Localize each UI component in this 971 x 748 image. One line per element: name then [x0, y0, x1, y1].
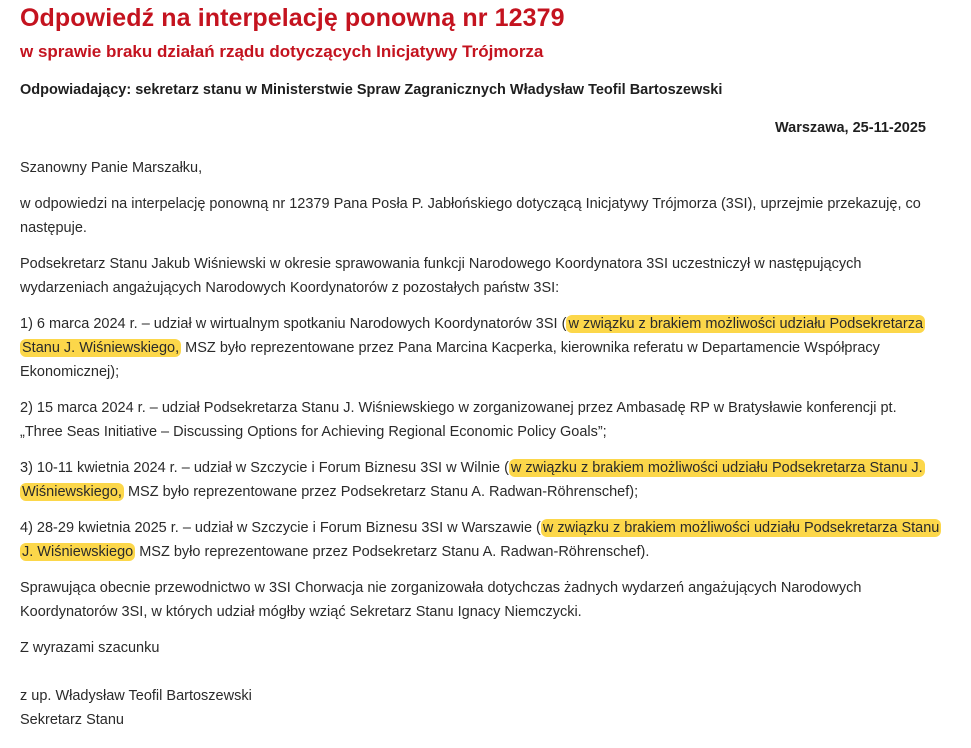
item-text-continued: MSZ było reprezentowane przez Podsekretarz Stanu A. Radwan-Röhrenschef);	[123, 484, 639, 500]
item-text: 2) 15 marca 2024 r. – udział Podsekretarza Stanu J. Wiśniewskiego w zorganizowanej przez Ambasadę RP w Bratysławie konferencji pt. „Three Seas Initiative – Discussing Options for Achieving Regional Economic Policy Goals”;	[20, 400, 897, 440]
item-text-continued: MSZ było reprezentowane przez Podsekretarz Stanu A. Radwan-Röhrenschef).	[135, 544, 650, 560]
intro-paragraph: w odpowiedzi na interpelację ponowną nr 12379 Pana Posła P. Jabłońskiego dotyczącą Inicjatywy Trójmorza (3SI), uprzejmie przekazuję, co następuje.	[20, 196, 921, 236]
greeting: Szanowny Panie Marszałku,	[20, 160, 203, 176]
page-title: Odpowiedź na interpelację ponowną nr 12379	[20, 4, 565, 32]
item-text: 4) 28-29 kwietnia 2025 r. – udział w Szczycie i Forum Biznesu 3SI w Warszawie (	[20, 520, 541, 536]
responder-line: Odpowiadający: sekretarz stanu w Ministerstwie Spraw Zagranicznych Władysław Teofil Bartoszewski	[20, 82, 723, 98]
signature-title: Sekretarz Stanu	[20, 712, 124, 728]
page-subtitle: w sprawie braku działań rządu dotyczących Inicjatywy Trójmorza	[20, 42, 544, 61]
list-item	[20, 312, 940, 384]
regards: Z wyrazami szacunku	[20, 640, 160, 656]
list-item	[20, 516, 940, 564]
closing-note: Sprawująca obecnie przewodnictwo w 3SI Chorwacja nie zorganizowała dotychczas żadnych wydarzeń angażujących Narodowych Koordynatorów 3SI, w których udział mógłby wziąć Sekretarz Stanu Ignacy Niemczycki.	[20, 580, 862, 620]
item-text-continued: MSZ było reprezentowane przez Pana Marcina Kacperka, kierownika referatu w Departamencie Współpracy Ekonomicznej);	[20, 340, 880, 380]
highlighted-text: w związku z brakiem możliwości udziału Podsekretarza Stanu J. Wiśniewskiego,	[22, 460, 923, 500]
list-item	[20, 456, 940, 504]
item-text: 3) 10-11 kwietnia 2024 r. – udział w Szczycie i Forum Biznesu 3SI w Wilnie (	[20, 460, 509, 476]
context-paragraph: Podsekretarz Stanu Jakub Wiśniewski w okresie sprawowania funkcji Narodowego Koordynatora 3SI uczestniczył w następujących wydarzeniach angażujących Narodowych Koordynatorów z pozostałych państw 3SI:	[20, 256, 862, 296]
letter-date: Warszawa, 25-11-2025	[774, 120, 926, 136]
highlighted-text: w związku z brakiem możliwości udziału Podsekretarza Stanu J. Wiśniewskiego,	[22, 316, 924, 356]
signature-line: z up. Władysław Teofil Bartoszewski	[20, 688, 252, 704]
highlighted-text: w związku z brakiem możliwości udziału Podsekretarza Stanu J. Wiśniewskiego	[22, 520, 940, 560]
letter-body	[20, 156, 940, 672]
item-text: 1) 6 marca 2024 r. – udział w wirtualnym spotkaniu Narodowych Koordynatorów 3SI (	[20, 316, 567, 332]
list-item	[20, 396, 940, 444]
signature-block	[20, 684, 252, 732]
